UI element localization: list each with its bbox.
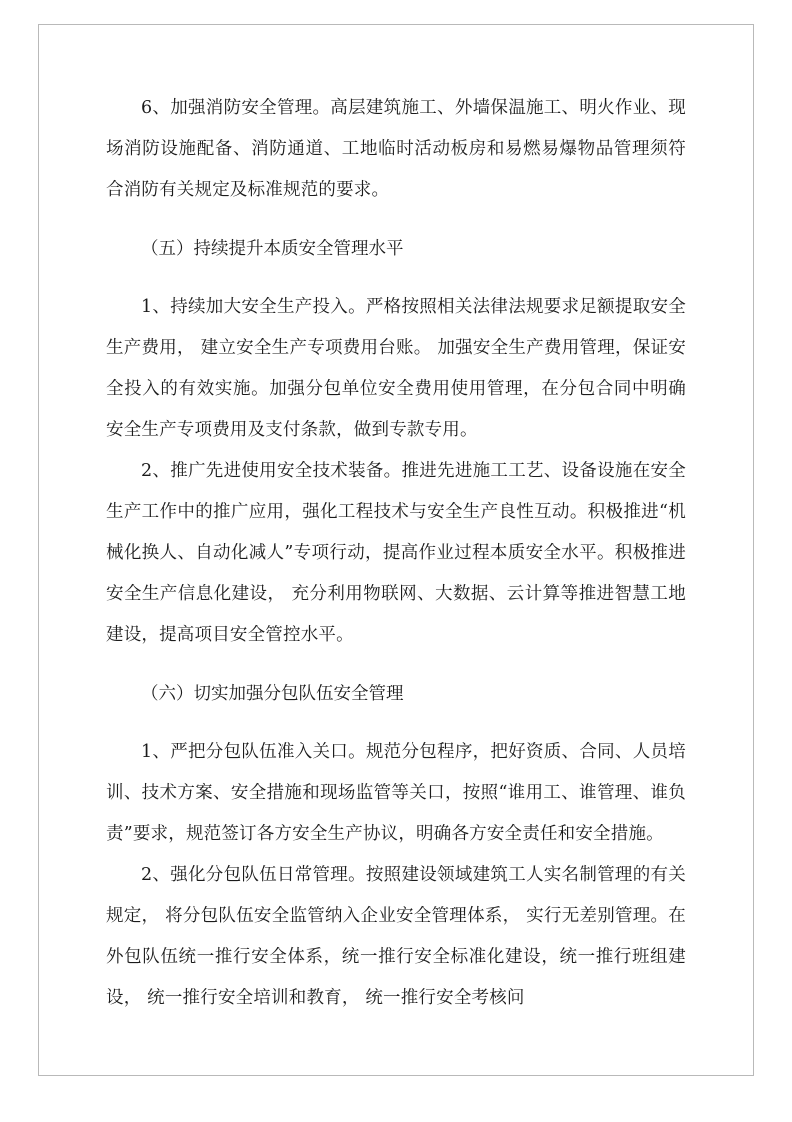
paragraph-subcontractor-daily: 2、强化分包队伍日常管理。按照建设领域建筑工人实名制管理的有关规定， 将分包队伍安全监管纳入企业安全管理体系， 实行无差别管理。在外包队伍统一推行安全体系，统一推行安全标准化建设，统一推行班组建设， 统一推行安全培训和教育， 统一推行安全考核问 — [106, 865, 686, 1008]
paragraph-safety-investment: 1、持续加大安全生产投入。严格按照相关法律法规要求足额提取安全生产费用， 建立安全生产专项费用台账。 加强安全生产费用管理，保证安全投入的有效实施。加强分包单位安全费用使用管理，在分包合同中明确安全生产专项费用及支付条款，做到专款专用。 — [106, 297, 686, 440]
heading-section-five: （五）持续提升本质安全管理水平 — [141, 238, 404, 259]
heading-section-six: （六）切实加强分包队伍安全管理 — [141, 683, 404, 704]
document-content — [106, 88, 686, 1019]
paragraph-fire-safety: 6、加强消防安全管理。高层建筑施工、外墙保温施工、明火作业、现场消防设施配备、消防通道、工地临时活动板房和易燃易爆物品管理须符合消防有关规定及标准规范的要求。 — [106, 98, 686, 200]
paragraph-advanced-equipment: 2、推广先进使用安全技术装备。推进先进施工工艺、设备设施在安全生产工作中的推广应用，强化工程技术与安全生产良性互动。积极推进“机械化换人、自动化减人”专项行动，提高作业过程本质安全水平。积极推进安全生产信息化建设， 充分利用物联网、大数据、云计算等推进智慧工地建设，提高项目安全管控水平。 — [106, 461, 686, 645]
paragraph-subcontractor-entry: 1、严把分包队伍准入关口。规范分包程序，把好资质、合同、人员培训、技术方案、安全措施和现场监管等关口，按照“谁用工、谁管理、谁负责”要求，规范签订各方安全生产协议，明确各方安全责任和安全措施。 — [106, 742, 686, 844]
